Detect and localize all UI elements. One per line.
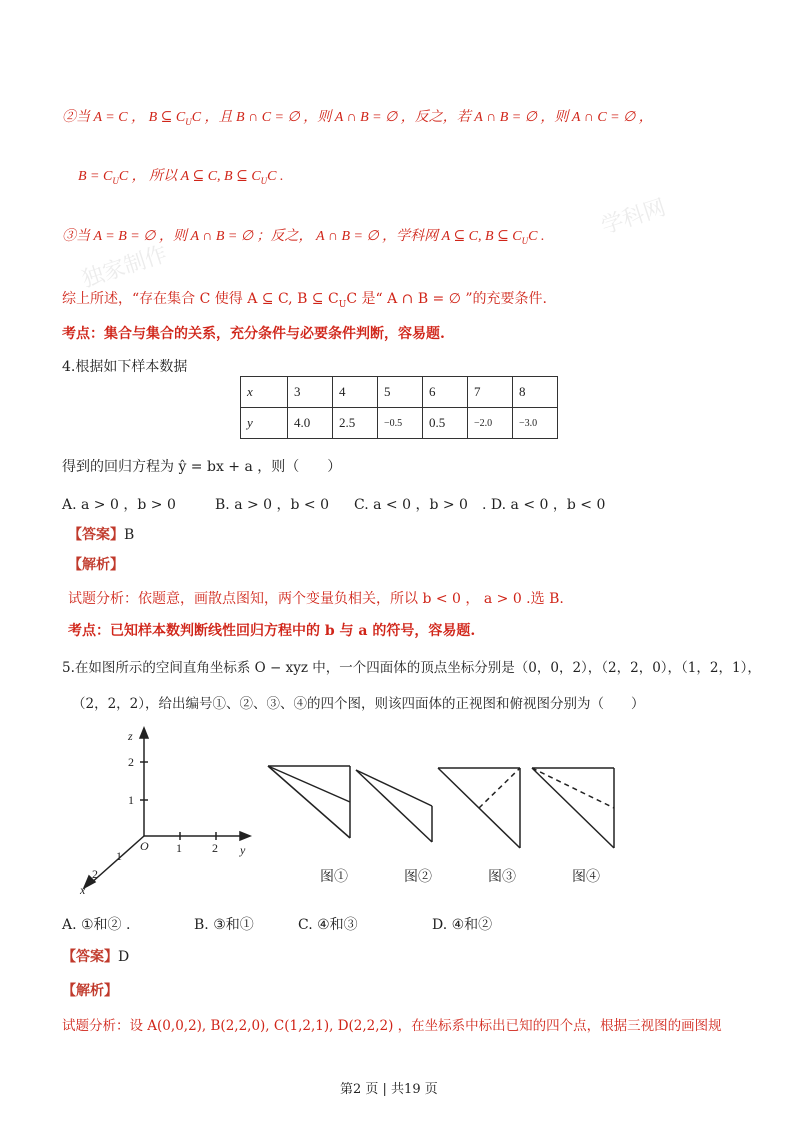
figure-label-1: 图① <box>320 869 348 885</box>
q4-analysis: 试题分析：依题意，画散点图知，两个变量负相关，所以 b < 0 ， a > 0 .选 B. <box>68 591 564 607</box>
watermark: 学科网 <box>598 195 669 240</box>
z-tick: 2 <box>128 755 134 769</box>
proof-case3: ③当 A = B = ∅ ，则 A ∩ B = ∅ ；反之， A ∩ B = ∅ ，学科网 A ⊆ C, B ⊆ $C_UC$ . <box>62 229 545 246</box>
x-tick: 1 <box>116 849 122 863</box>
q5-option-d: D. ④和② <box>432 917 493 933</box>
table-cell: 6 <box>423 377 468 408</box>
y-tick: 1 <box>176 841 182 855</box>
table-cell: 5 <box>378 377 423 408</box>
q5-analysis: 试题分析：设 A(0,0,2), B(2,2,0), C(1,2,1), D(2,2,2) ，在坐标系中标出已知的四个点，根据三视图的画图规 <box>62 1018 722 1034</box>
table-cell: 4 <box>333 377 378 408</box>
x-tick: 2 <box>92 867 98 881</box>
view-figure-2 <box>352 764 442 848</box>
q5-option-a: A. ①和② . <box>62 917 131 933</box>
proof-case2-line1: ②当 A = C ， B ⊆ $C_UC$ ，且 B ∩ C = ∅ ，则 A ∩ B = ∅ ，反之，若 A ∩ B = ∅ ，则 A ∩ C = ∅ ， <box>62 110 653 127</box>
q5-analysis-label: 【解析】 <box>62 983 118 999</box>
table-cell: −0.5 <box>378 408 423 439</box>
table-cell: −2.0 <box>468 408 513 439</box>
table-cell: 3 <box>288 377 333 408</box>
z-axis-label: z <box>128 729 133 743</box>
view-figure-1 <box>264 760 356 844</box>
q4-option-a: A. a > 0 ，b > 0 <box>62 497 176 513</box>
z-tick: 1 <box>128 793 134 807</box>
q4-regression: 得到的回归方程为 ŷ = bx + a ，则（ ） <box>62 459 342 475</box>
q4-option-d: . D. a < 0 ，b < 0 <box>482 497 606 513</box>
q5-stem-line1: 5.在如图所示的空间直角坐标系 O − xyz 中，一个四面体的顶点坐标分别是（0，0，2），（2，2，0），（1，2，1）， <box>62 660 761 676</box>
table-row <box>241 377 558 408</box>
q4-analysis-label: 【解析】 <box>68 557 124 573</box>
table-cell: x <box>241 377 288 408</box>
table-cell: 0.5 <box>423 408 468 439</box>
table-row <box>241 408 558 439</box>
kaodian-q4: 考点：已知样本数判断线性回归方程中的 b 与 a 的符号，容易题. <box>68 623 476 639</box>
y-tick: 2 <box>212 841 218 855</box>
q4-stem: 4.根据如下样本数据 <box>62 359 188 375</box>
q5-option-c: C. ④和③ <box>298 917 358 933</box>
q5-stem-line2: （2，2，2），给出编号①、②、③、④的四个图，则该四面体的正视图和俯视图分别为（ ） <box>72 696 645 712</box>
figure-label-4: 图④ <box>572 869 600 885</box>
q4-option-c: C. a < 0 ，b > 0 <box>354 497 468 513</box>
q5-answer: 【答案】D <box>62 949 130 965</box>
table-cell: 2.5 <box>333 408 378 439</box>
sample-data-table <box>240 376 558 439</box>
table-cell: 4.0 <box>288 408 333 439</box>
table-cell: −3.0 <box>513 408 558 439</box>
figure-label-3: 图③ <box>488 869 516 885</box>
q5-option-b: B. ③和① <box>194 917 254 933</box>
coordinate-axes-figure <box>76 724 266 899</box>
origin-label: O <box>140 839 149 853</box>
kaodian-q3: 考点：集合与集合的关系，充分条件与必要条件判断，容易题. <box>62 326 445 342</box>
page-footer: 第2 页 | 共19 页 <box>340 1082 438 1097</box>
view-figure-3 <box>432 762 528 854</box>
y-axis-label: y <box>240 843 246 857</box>
watermark: 独家制作 <box>78 241 171 293</box>
q4-answer: 【答案】B <box>68 527 135 543</box>
x-axis-label: x <box>80 883 86 897</box>
table-cell: y <box>241 408 288 439</box>
proof-summary: 综上所述，“存在集合 C 使得 A ⊆ C, B ⊆ $C_UC$ 是“ A ∩ B = ∅ ”的充要条件. <box>62 291 547 310</box>
q4-option-b: B. a > 0 ，b < 0 <box>215 497 330 513</box>
proof-case2-line2: $B = C_UC$ ， 所以 A ⊆ C, B ⊆ $C_UC$ . <box>78 169 284 186</box>
view-figure-4 <box>526 762 622 854</box>
table-cell: 7 <box>468 377 513 408</box>
table-cell: 8 <box>513 377 558 408</box>
figure-label-2: 图② <box>404 869 432 885</box>
